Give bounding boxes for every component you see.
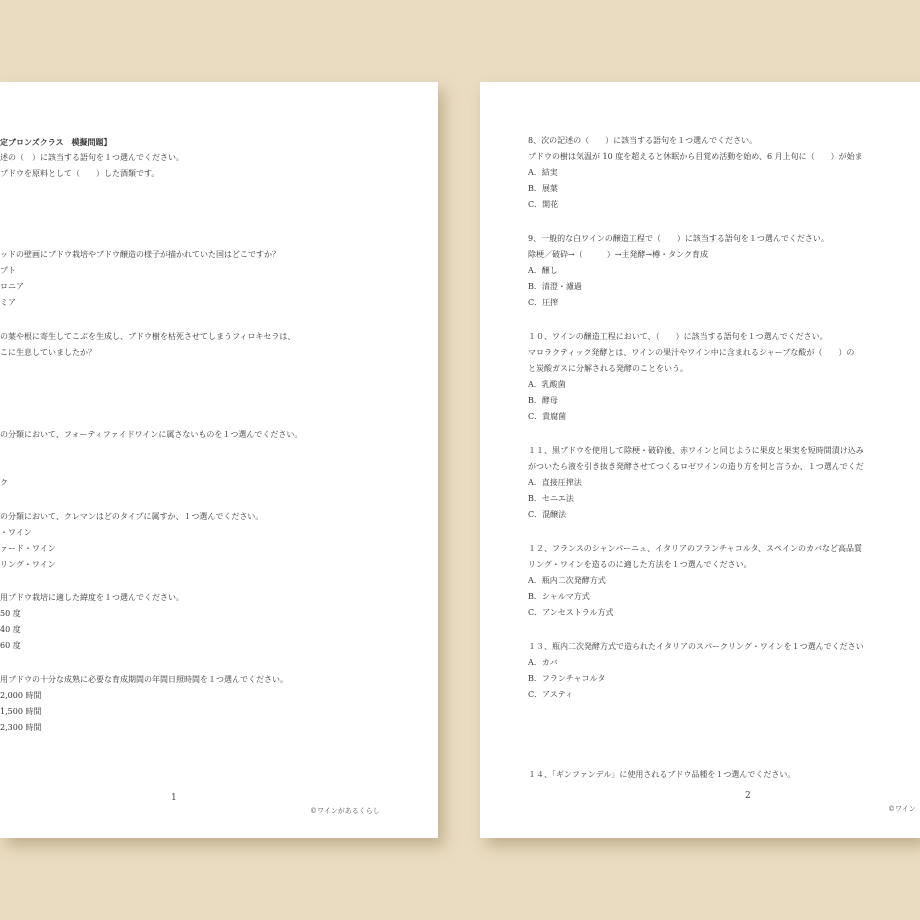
text-line: C．圧搾: [528, 298, 559, 307]
text-line: 1,500 時間: [0, 707, 42, 716]
text-line: 述の（ ）に該当する語句を１つ選んでください。: [0, 153, 184, 162]
copyright-footer: ©ワインがあるくらし: [310, 807, 380, 815]
text-line: ミア: [0, 298, 16, 307]
text-line: １１、黒ブドウを使用して除梗・破砕後、赤ワインと同じように果皮と果実を短時間漬け込み: [528, 446, 864, 455]
text-line: がついたら液を引き抜き発酵させてつくるロゼワインの造り方を何と言うか、１つ選んでくだ: [528, 462, 864, 471]
text-line: ッドの壁画にブドウ栽培やブドウ醸造の様子が描かれていた国はどこですか？: [0, 250, 280, 259]
text-line: 2,300 時間: [0, 723, 42, 732]
text-line: リング・ワイン: [0, 560, 56, 569]
text-line: 除梗／破砕→（ ）→主発酵→樽・タンク育成: [528, 250, 708, 259]
text-line: 50 度: [0, 609, 21, 618]
text-line: B．酵母: [528, 396, 558, 405]
text-line: B．清澄・濾過: [528, 282, 582, 291]
text-line: B．フランチャコルタ: [528, 674, 606, 683]
text-line: の分類において、クレマンはどのタイプに属すか、１つ選んでください。: [0, 512, 264, 521]
text-line: C．混醸法: [528, 510, 567, 519]
text-line: ァード・ワイン: [0, 544, 56, 553]
copyright-footer: ©ワイン: [888, 805, 916, 813]
document-page-1: [0, 82, 438, 838]
text-line: ・ワイン: [0, 528, 32, 537]
text-line: A．カバ: [528, 658, 558, 667]
text-line: こに生息していましたか？: [0, 348, 96, 357]
text-line: １４、「ギンファンデル」に使用されるブドウ品種を１つ選んでください。: [528, 770, 796, 779]
text-line: A．瓶内二次発酵方式: [528, 576, 606, 585]
text-line: の分類において、フォーティファイドワインに属さないものを１つ選んでください。: [0, 430, 303, 439]
text-line: 9、一般的な白ワインの醸造工程で（ ）に該当する語句を１つ選んでください。: [528, 234, 829, 243]
text-line: １０、ワインの醸造工程において、（ ）に該当する語句を１つ選んでください。: [528, 332, 828, 341]
text-line: の葉や根に寄生してこぶを生成し、ブドウ樹を枯死させてしまうフィロキセラは、: [0, 332, 296, 341]
text-line: 8、次の記述の（ ）に該当する語句を１つ選んでください。: [528, 136, 758, 145]
page-number: 2: [745, 791, 751, 801]
text-line: C．アスティ: [528, 690, 574, 699]
page-heading: 定ブロンズクラス 模擬問題】: [0, 137, 112, 147]
text-line: プト: [0, 266, 16, 275]
text-line: B．シャルマ方式: [528, 592, 590, 601]
text-line: １３、瓶内二次発酵方式で造られたイタリアのスパークリング・ワインを１つ選んでください: [528, 642, 864, 651]
text-line: C．アンセストラル方式: [528, 608, 614, 617]
text-line: B．展葉: [528, 184, 558, 193]
text-line: ロニア: [0, 282, 24, 291]
text-line: 40 度: [0, 625, 21, 634]
text-line: C．貴腐菌: [528, 412, 567, 421]
text-line: リング・ワインを造るのに適した方法を１つ選んでください。: [528, 560, 752, 569]
text-line: ク: [0, 478, 8, 487]
text-line: マロラクティック発酵とは、ワインの果汁やワイン中に含まれるシャープな酸が（ ）の: [528, 348, 855, 357]
text-line: 2,000 時間: [0, 691, 42, 700]
text-line: A．結実: [528, 168, 558, 177]
text-line: ブドウを原料として（ ）した酒類です。: [0, 169, 160, 178]
page-number: 1: [171, 793, 177, 803]
document-page-2: [480, 82, 920, 838]
text-line: A．直接圧搾法: [528, 478, 582, 487]
text-line: 用ブドウの十分な成熟に必要な育成期間の年間日照時間を１つ選んでください。: [0, 675, 288, 684]
text-line: A．乳酸菌: [528, 380, 566, 389]
text-line: 用ブドウ栽培に適した緯度を１つ選んでください。: [0, 593, 184, 602]
text-line: C．開花: [528, 200, 559, 209]
text-line: １２、フランスのシャンパーニュ、イタリアのフランチャコルタ、スペインのカバなど高品質: [528, 544, 862, 553]
text-line: A．醸し: [528, 266, 558, 275]
text-line: 60 度: [0, 641, 21, 650]
text-line: ブドウの樹は気温が 10 度を超えると休眠から目覚め活動を始め、6 月上旬に（ ）が始ま: [528, 152, 863, 161]
text-line: B．セニエ法: [528, 494, 574, 503]
text-line: と炭酸ガスに分解される発酵のことをいう。: [528, 364, 688, 373]
